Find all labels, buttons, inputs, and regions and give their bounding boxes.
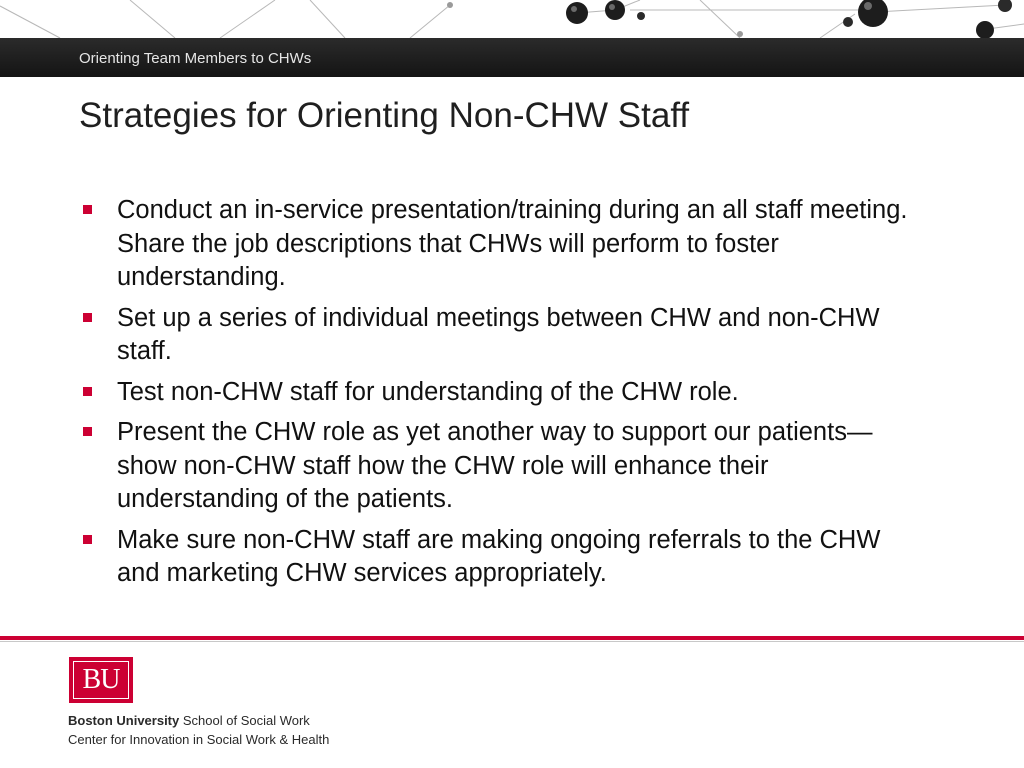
section-title: Orienting Team Members to CHWs (79, 50, 312, 67)
bullet-item (80, 524, 930, 591)
footer-gray-rule (0, 641, 1024, 642)
bullet-square-icon (83, 313, 92, 322)
bullet-text: Set up a series of individual meetings between CHW and non-CHW staff. (117, 303, 880, 365)
bullet-text: Present the CHW role as yet another way to support our patients—show non-CHW staff how the CHW role will enhance their understanding of the patients. (117, 418, 873, 513)
bullet-item (80, 302, 930, 369)
footer-red-rule (0, 636, 1024, 640)
bu-logo (69, 657, 133, 703)
school-name: School of Social Work (182, 713, 310, 728)
bullet-item (80, 416, 930, 517)
university-name: Boston University (68, 713, 180, 728)
bullet-item (80, 376, 930, 410)
footer-institution (68, 713, 310, 728)
bullet-list (80, 194, 930, 598)
slide-title: Strategies for Orienting Non-CHW Staff (79, 96, 690, 135)
center-name: Center for Innovation in Social Work & Health (68, 732, 330, 747)
bullet-text: Test non-CHW staff for understanding of the CHW role. (117, 377, 739, 406)
bullet-item (80, 194, 930, 295)
bullet-square-icon (83, 387, 92, 396)
bu-logo-text: BU (73, 661, 129, 699)
bullet-square-icon (83, 427, 92, 436)
bullet-square-icon (83, 535, 92, 544)
bullet-text: Conduct an in-service presentation/training during an all staff meeting. Share the job descriptions that CHWs will perform to foster understanding. (117, 196, 908, 291)
bullet-text: Make sure non-CHW staff are making ongoing referrals to the CHW and marketing CHW services appropriately. (117, 525, 881, 587)
bullet-square-icon (83, 205, 92, 214)
network-decoration (0, 0, 1024, 40)
